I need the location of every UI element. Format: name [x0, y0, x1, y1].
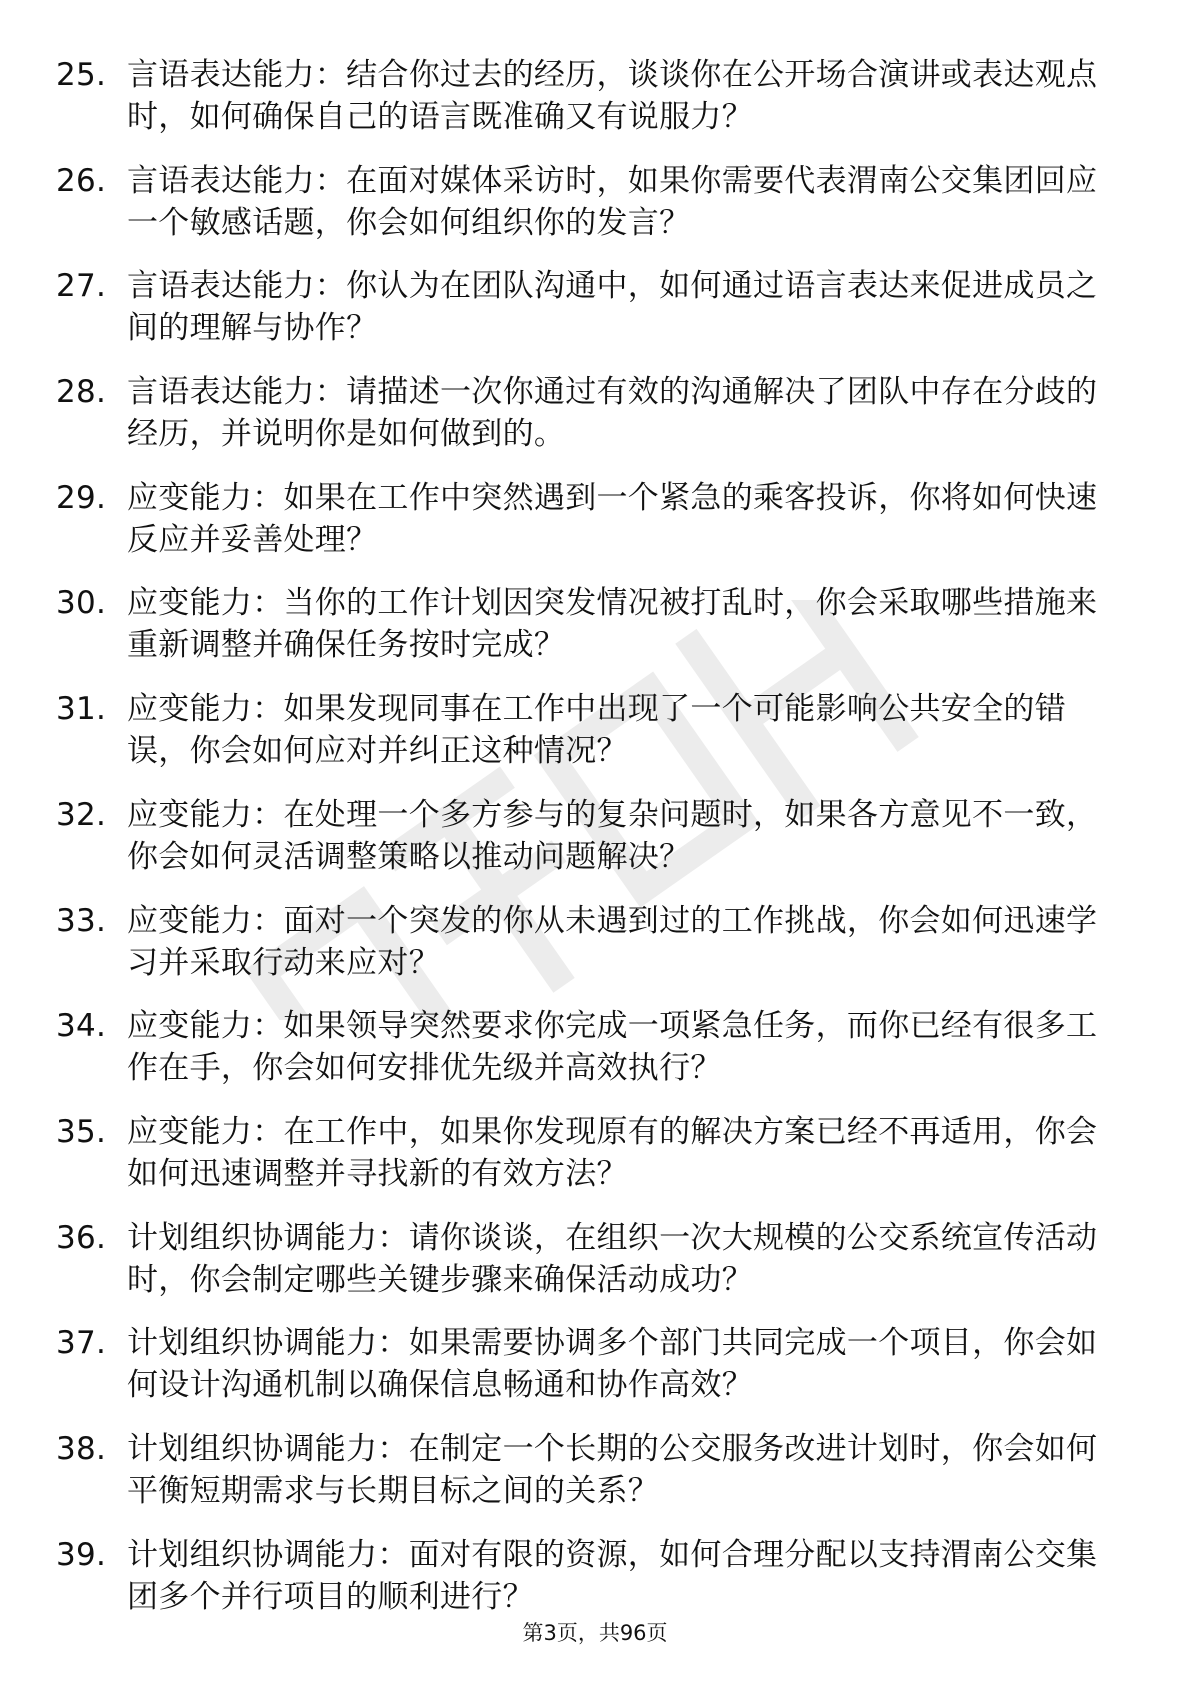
- question-text: 言语表达能力：结合你过去的经历，谈谈你在公开场合演讲或表达观点时，如何确保自己的语言既准确又有说服力？: [127, 57, 1098, 135]
- question-number: 28.: [56, 374, 107, 411]
- question-text: 计划组织协调能力：在制定一个长期的公交服务改进计划时，你会如何平衡短期需求与长期目标之间的关系？: [127, 1430, 1098, 1509]
- question-item: [56, 265, 1116, 349]
- question-number: 37.: [56, 1325, 107, 1362]
- question-item: [56, 900, 1116, 984]
- question-item: [56, 1534, 1116, 1618]
- question-text: 计划组织协调能力：请你谈谈，在组织一次大规模的公交系统宣传活动时，你会制定哪些关键步骤来确保活动成功？: [127, 1219, 1098, 1298]
- question-number: 36.: [56, 1219, 107, 1256]
- question-item: [56, 688, 1116, 772]
- question-item: [56, 1217, 1116, 1301]
- question-number: 31.: [56, 691, 107, 728]
- question-item: [56, 582, 1116, 666]
- question-item: [56, 1111, 1116, 1195]
- question-text: 言语表达能力：你认为在团队沟通中，如何通过语言表达来促进成员之间的理解与协作？: [127, 268, 1098, 347]
- question-text: 应变能力：如果领导突然要求你完成一项紧急任务，而你已经有很多工作在手，你会如何安排优先级并高效执行？: [127, 1008, 1098, 1087]
- question-item: [56, 477, 1116, 561]
- question-item: [56, 54, 1116, 138]
- question-text: 应变能力：如果在工作中突然遇到一个紧急的乘客投诉，你将如何快速反应并妥善处理？: [127, 479, 1098, 558]
- question-text: 应变能力：在工作中，如果你发现原有的解决方案已经不再适用，你会如何迅速调整并寻找新的有效方法？: [127, 1113, 1098, 1192]
- question-list: [56, 54, 1116, 1639]
- question-number: 38.: [56, 1430, 107, 1467]
- question-text: 计划组织协调能力：如果需要协调多个部门共同完成一个项目，你会如何设计沟通机制以确保信息畅通和协作高效？: [127, 1325, 1098, 1404]
- question-text: 应变能力：面对一个突发的你从未遇到过的工作挑战，你会如何迅速学习并采取行动来应对？: [127, 902, 1098, 981]
- question-number: 39.: [56, 1536, 107, 1573]
- question-number: 32.: [56, 796, 107, 833]
- question-number: 30.: [56, 585, 107, 622]
- question-number: 29.: [56, 479, 107, 516]
- question-number: 34.: [56, 1008, 107, 1045]
- question-text: 应变能力：在处理一个多方参与的复杂问题时，如果各方意见不一致，你会如何灵活调整策略以推动问题解决？: [127, 796, 1098, 875]
- question-number: 26.: [56, 162, 107, 199]
- question-item: [56, 1322, 1116, 1406]
- question-number: 25.: [56, 57, 107, 93]
- question-item: [56, 371, 1116, 455]
- question-text: 言语表达能力：请描述一次你通过有效的沟通解决了团队中存在分歧的经历，并说明你是如何做到的。: [127, 374, 1098, 453]
- question-text: 言语表达能力：在面对媒体采访时，如果你需要代表渭南公交集团回应一个敏感话题，你会如何组织你的发言？: [127, 162, 1098, 241]
- question-number: 27.: [56, 268, 107, 305]
- question-text: 计划组织协调能力：面对有限的资源，如何合理分配以支持渭南公交集团多个并行项目的顺利进行？: [127, 1536, 1098, 1615]
- question-item: [56, 1005, 1116, 1089]
- question-text: 应变能力：当你的工作计划因突发情况被打乱时，你会采取哪些措施来重新调整并确保任务按时完成？: [127, 585, 1098, 664]
- question-item: [56, 1428, 1116, 1512]
- question-number: 33.: [56, 902, 107, 939]
- question-text: 应变能力：如果发现同事在工作中出现了一个可能影响公共安全的错误，你会如何应对并纠正这种情况？: [127, 691, 1066, 770]
- question-item: [56, 160, 1116, 244]
- page-number-footer: 第3页，共96页: [522, 1621, 668, 1645]
- question-item: [56, 794, 1116, 878]
- question-number: 35.: [56, 1113, 107, 1150]
